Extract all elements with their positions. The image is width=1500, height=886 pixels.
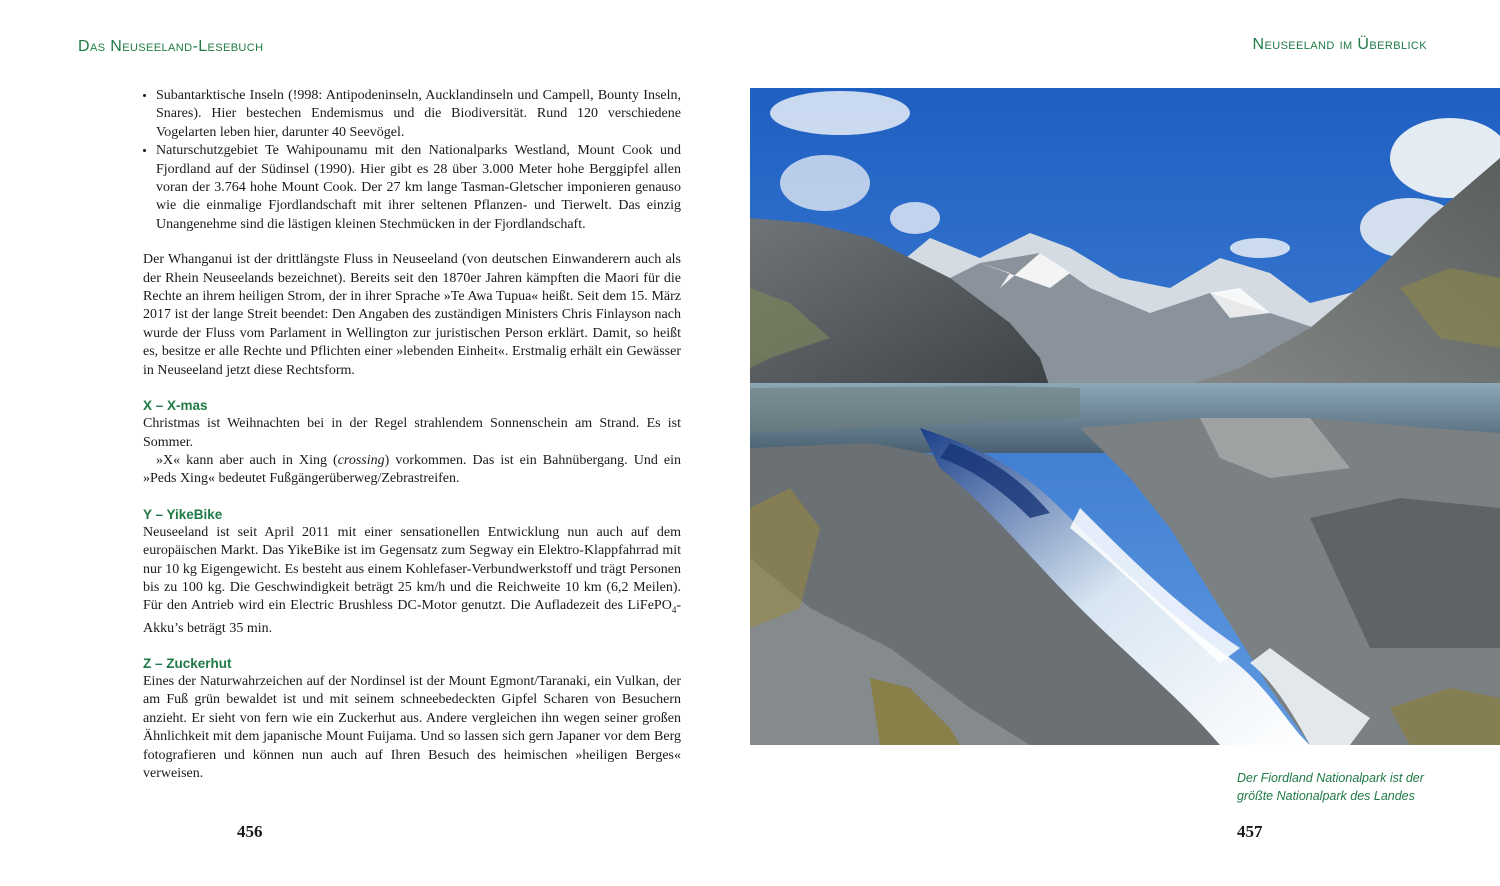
section-heading-x: X – X-mas	[143, 398, 208, 414]
page-number-right: 457	[1237, 822, 1263, 841]
list-item: • Naturschutzgebiet Te Wahipounamu mit den Nationalparks Westland, Mount Cook und Fjordland auf der Südinsel (1990). Hier gibt es 28 über 3.000 Meter hohe Berggipfel allen voran der 3.764 hohe Mount Cook. Der 27 km lange Tasman-Gletscher imponieren genauso wie die einmalige Fjordlandschaft mit ihrer seltenen Pflanzen- und Tierwelt. Das einzig Unangenehme sind die lästigen kleinen Stechmücken in der Fjordlandschaft.	[156, 142, 681, 234]
section-x-line2	[143, 452, 681, 489]
running-head-right: Neuseeland im Überblick	[1252, 36, 1427, 53]
section-y-text	[143, 524, 681, 638]
list-item: • Subantarktische Inseln (!998: Antipodeninseln, Aucklandinseln und Campell, Bounty Inseln, Snares). Hier bestechen Endemismus und die Biodiversität. Rund 120 verschiedene Vogelarten leben hier, darunter 40 Seevögel.	[156, 87, 681, 142]
fiordland-photo	[750, 88, 1500, 745]
section-heading-y: Y – YikeBike	[143, 506, 223, 522]
section-y-subscript: 4	[671, 605, 677, 616]
landscape-illustration	[750, 88, 1500, 745]
unesco-list	[143, 87, 681, 234]
section-x-italic: crossing	[337, 452, 385, 468]
running-head-left: Das Neuseeland-Lesebuch	[78, 38, 264, 55]
whanganui-paragraph: Der Whanganui ist der drittlängste Fluss in Neuseeland (von deutschen Einwanderern auch als der Rhein Neuseelands bezeichnet). Bereits seit den 1870er Jahren kämpften die Maori für die Rechte an ihrem heiligen Strom, der in ihrer Sprache »Te Awa Tupua« heißt. Seit dem 15. März 2017 ist der lange Streit beendet: Den Angaben des zuständigen Ministers Chris Finlayson nach wurde der Fluss vom Parlament in Wellington zur juristischen Person erklärt. Damit, so heißt es, besitze er alle Rechte und Pflichten einer »lebenden Einheit«. Erstmalig erhält ein Gewässer in Neuseeland jetzt diese Rechtsform.	[143, 252, 681, 378]
section-x-line1: Christmas ist Weihnachten bei in der Regel strahlendem Sonnenschein am Strand. Es ist Sommer.	[143, 416, 681, 450]
section-y-text-a: Neuseeland ist seit April 2011 mit einer sensationellen Entwicklung nun auch auf dem europäischen Markt. Das YikeBike ist im Gegensatz zum Segway ein Elektro-Klappfahrrad mit nur 10 kg Eigengewicht. Es besteht aus einem Kohlefaser-Verbundwerkstoff und trägt Personen bis zu 100 kg. Die Geschwindigkeit beträgt 25 km/h und die Reichweite 10 km (6,2 Meilen). Für den Antrieb wird ein Electric Brushless DC-Motor genutzt. Die Aufladezeit des LiFePO	[143, 524, 681, 614]
section-x-text-b: ) vorkommen. Das ist ein Bahnübergang. Und ein »Peds Xing« bedeutet Fußgängerüberweg/Zebrastreifen.	[143, 452, 681, 487]
section-x-text-a: »X« kann aber auch in Xing (	[156, 452, 338, 468]
section-heading-z: Z – Zuckerhut	[143, 655, 232, 671]
section-z-text: Eines der Naturwahrzeichen auf der Nordinsel ist der Mount Egmont/Taranaki, ein Vulkan, der am Fuß grün bewaldet ist und mit seinem schneebedeckten Gipfel Scharen von Besuchern anzieht. Er sieht von fern wie ein Zuckerhut aus. Andere vergleichen ihn wegen seiner großen Ähnlichkeit mit dem japanische Mount Fuijama. Und so lassen sich gern Japaner vor dem Berg fotografieren und können nun auch auf Ihren Besuch des heimischen »heiligen Berges« verweisen.	[143, 673, 681, 781]
left-page-text	[143, 87, 681, 783]
page-number-left: 456	[237, 822, 263, 841]
photo-caption: Der Fiordland Nationalpark ist der größte Nationalpark des Landes	[1237, 771, 1424, 803]
section-y-text-b: -Akku’s beträgt 35 min.	[143, 598, 681, 636]
